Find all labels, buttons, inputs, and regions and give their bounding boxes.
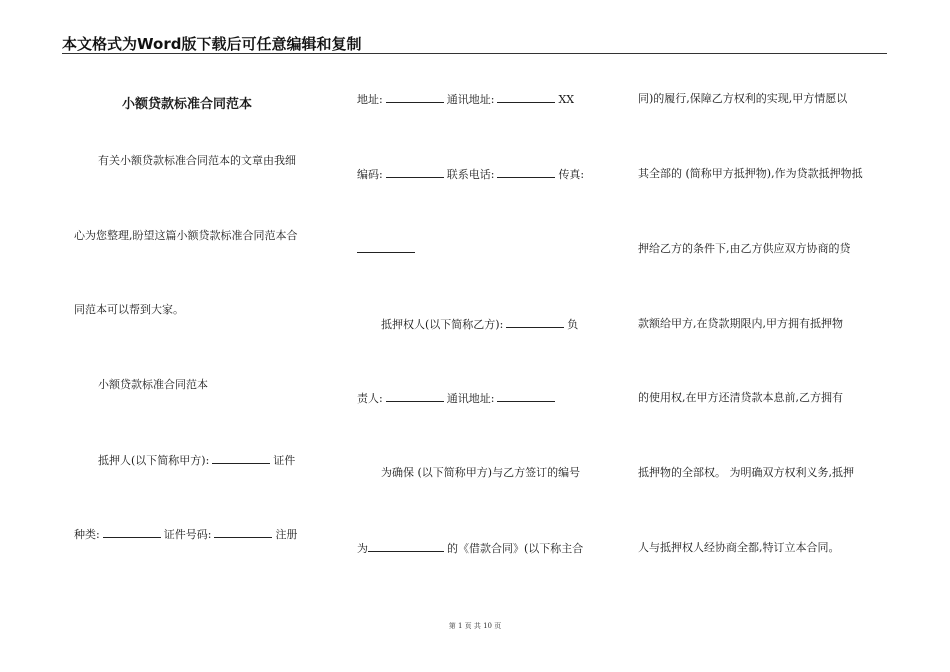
blank-field [386,167,444,178]
paragraph-line: 款额给甲方,在贷款期限内,甲方拥有抵押物 [638,317,843,330]
blank-field [357,242,415,253]
paragraph-line [357,541,583,556]
field-label: 传真: [558,168,585,181]
page-number-footer: 第 1 页 共 10 页 [448,622,502,630]
document-title: 小额贷款标准合同范本 [122,97,253,112]
blank-field [103,527,161,538]
field-label: 抵押权人(以下简称乙方): [381,318,504,331]
blank-field [497,167,555,178]
blank-field [368,541,444,552]
field-label: 证件号码: [163,528,212,541]
text-column-1 [74,0,334,620]
paragraph-line: 押给乙方的条件下,由乙方供应双方协商的贷 [638,242,851,255]
paragraph-line [357,242,418,257]
paragraph-line: 的使用权,在甲方还清贷款本息前,乙方拥有 [638,391,843,404]
field-label: 地址: [357,93,383,106]
paragraph-line: 其全部的 (简称甲方抵押物),作为贷款抵押物抵 [638,167,863,180]
paragraph-line [381,317,578,332]
blank-field [497,391,555,402]
field-label: 联系电话: [446,168,495,181]
text-column-2 [357,0,607,620]
field-label: 种类: [74,528,100,541]
field-label: 编码: [357,168,383,181]
field-label: 的《借款合同》(以下称主合 [447,542,584,555]
header-title: 本文格式为Word版下载后可任意编辑和复制 [62,35,362,53]
field-label: 注册 [275,528,298,541]
blank-field [497,92,555,103]
blank-field [214,527,272,538]
blank-field [386,92,444,103]
field-label: 通讯地址: [446,93,495,106]
field-label: 证件 [273,454,296,467]
paragraph-line [74,527,297,542]
paragraph-line: 有关小额贷款标准合同范本的文章由我细 [98,154,296,167]
blank-field [386,391,444,402]
field-label: XX [558,93,575,106]
paragraph-line: 为确保 (以下简称甲方)与乙方签订的编号 [381,466,581,479]
paragraph-line: 人与抵押权人经协商全都,特订立本合同。 [638,541,840,554]
paragraph-line: 抵押物的全部权。 为明确双方权利义务,抵押 [638,466,854,479]
paragraph-line [98,453,295,468]
paragraph-line [357,92,574,107]
paragraph-line [357,167,584,182]
field-label: 通讯地址: [446,392,495,405]
field-label: 负 [567,318,579,331]
paragraph-line: 同)的履行,保障乙方权利的实现,甲方情愿以 [638,92,848,105]
field-label: 责人: [357,392,383,405]
paragraph-line: 同范本可以帮到大家。 [74,303,184,316]
blank-field [506,317,564,328]
paragraph-line [357,391,558,406]
blank-field [212,453,270,464]
field-label: 为 [357,542,368,555]
paragraph-line: 心为您整理,盼望这篇小额贷款标准合同范本合 [74,229,298,242]
paragraph-line: 小额贷款标准合同范本 [98,378,208,391]
field-label: 抵押人(以下简称甲方): [98,454,210,467]
text-column-3 [638,0,888,620]
